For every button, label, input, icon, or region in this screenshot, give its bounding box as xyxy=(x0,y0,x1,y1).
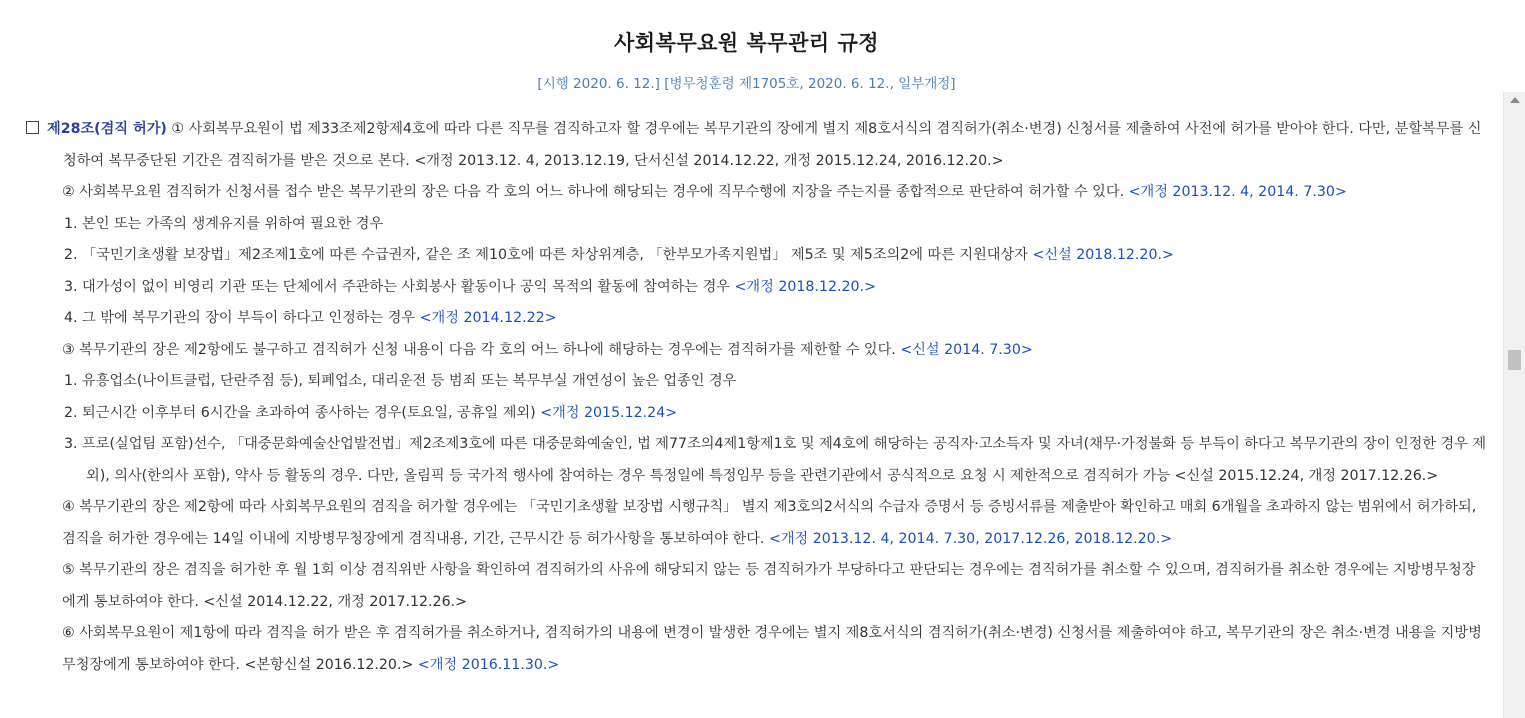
paragraph-3-amendment[interactable]: <신설 2014. 7.30> xyxy=(900,341,1033,358)
paragraph-3-item-1 xyxy=(26,366,1488,398)
item-text: 1. 본인 또는 가족의 생계유지를 위하여 필요한 경우 xyxy=(64,215,384,232)
paragraph-6-text: ⑥ 사회복무요원이 제1항에 따라 겸직을 허가 받은 후 겸직허가를 취소하거나, 겸직허가의 내용에 변경이 발생한 경우에는 별지 제8호서식의 겸직허가(취소·변경) 신청서를 제출하여야 하고, 복무기관의 장은 취소·변경 내용을 지방병무청장에게 통보하여야 한다. <본항신설 2016.12.20.> xyxy=(62,625,1482,673)
item-text: 3. 프로(실업팀 포함)선수, 「대중문화예술산업발전법」제2조제3호에 따른 대중문화예술인, 법 제77조의4제1항제1호 및 제4호에 해당하는 공직자·고소득자 및 자녀(채무·가정불화 등 부득이 하다고 복무기관의 장이 인정한 경우 제외), 의사(한의사 포함), 약사 등 활동의 경우. 다만, 올림픽 등 국가적 행사에 참여하는 경우 특정일에 특정임무 등을 관련기관에서 공식적으로 요청 시 제한적으로 겸직허가 가능 <신설 2015.12.24, 개정 2017.12.26.> xyxy=(64,436,1487,484)
paragraph-2-item-4 xyxy=(26,303,1488,335)
paragraph-2-item-2 xyxy=(26,240,1488,272)
item-amendment[interactable]: <개정 2014.12.22> xyxy=(419,310,557,326)
paragraph-2-item-3 xyxy=(26,272,1488,304)
paragraph-2-item-1 xyxy=(26,209,1488,241)
paragraph-2-text: ② 사회복무요원 겸직허가 신청서를 접수 받은 복무기관의 장은 다음 각 호의 어느 하나에 해당되는 경우에 직무수행에 지장을 주는지를 종합적으로 판단하여 허가할 수 있다. xyxy=(62,184,1129,200)
paragraph-3-item-2 xyxy=(26,398,1488,430)
item-text: 3. 대가성이 없이 비영리 기관 또는 단체에서 주관하는 사회봉사 활동이나 공익 목적의 활동에 참여하는 경우 xyxy=(64,278,735,295)
paragraph-1-text: ① 사회복무요원이 법 제33조제2항제4호에 따라 다른 직무를 겸직하고자 할 경우에는 복무기관의 장에게 별지 제8호서식의 겸직허가(취소·변경) 신청서를 제출하여 사전에 허가를 받아야 한다. 다만, 분할복무를 신청하여 복무중단된 기간은 겸직허가를 받은 것으로 본다. xyxy=(63,121,1482,169)
paragraph-2-amendment[interactable]: <개정 2013.12. 4, 2014. 7.30> xyxy=(1128,184,1347,200)
paragraph-3-text: ③ 복무기관의 장은 제2항에도 불구하고 겸직허가 신청 내용이 다음 각 호의 어느 하나에 해당하는 경우에는 겸직허가를 제한할 수 있다. xyxy=(62,341,901,358)
paragraph-5-text: ⑤ 복무기관의 장은 겸직을 허가한 후 월 1회 이상 겸직위반 사항을 확인하여 겸직허가의 사유에 해당되지 않는 등 겸직허가가 부당하다고 판단되는 경우에는 겸직허가를 취소할 수 있으며, 겸직허가를 취소한 경우에는 지방병무청장에게 통보하여야 한다. <신설 2014.12.22, 개정 2017.12.26.> xyxy=(62,562,1476,610)
paragraph-4 xyxy=(26,492,1488,555)
paragraph-6-amendment[interactable]: <개정 2016.11.30.> xyxy=(417,656,560,673)
paragraph-4-amendment[interactable]: <개정 2013.12. 4, 2014. 7.30, 2017.12.26, 2018.12.20.> xyxy=(768,530,1173,547)
vertical-scrollbar[interactable] xyxy=(1503,92,1525,718)
item-text: 2. 「국민기초생활 보장법」제2조제1호에 따른 수급권자, 같은 조 제10호에 따른 차상위계층, 「한부모가족지원법」 제5조 및 제5조의2에 따른 지원대상자 xyxy=(64,247,1033,263)
article-heading[interactable]: 제28조(겸직 허가) xyxy=(47,121,167,137)
paragraph-6 xyxy=(26,618,1488,681)
item-text: 2. 퇴근시간 이후부터 6시간을 초과하여 종사하는 경우(토요일, 공휴일 제외) xyxy=(64,404,541,421)
item-amendment[interactable]: <개정 2018.12.20.> xyxy=(734,278,876,295)
paragraph-3-item-3 xyxy=(26,429,1488,492)
article-body xyxy=(26,114,1488,681)
paragraph-5 xyxy=(26,555,1488,618)
enforcement-info: [시행 2020. 6. 12.] [병무청훈령 제1705호, 2020. 6. 12., 일부개정] xyxy=(537,76,956,92)
item-text: 4. 그 밖에 복무기관의 장이 부득이 하다고 인정하는 경우 xyxy=(64,310,420,326)
paragraph-1 xyxy=(26,114,1488,177)
item-amendment[interactable]: <개정 2015.12.24> xyxy=(540,404,678,421)
paragraph-1-amendment: <개정 2013.12. 4, 2013.12.19, 단서신설 2014.12.22, 개정 2015.12.24, 2016.12.20.> xyxy=(414,152,1004,169)
item-text: 1. 유흥업소(나이트클럽, 단란주점 등), 퇴폐업소, 대리운전 등 범죄 또는 복무부실 개연성이 높은 업종인 경우 xyxy=(64,373,737,389)
paragraph-3 xyxy=(26,335,1488,367)
paragraph-4-text: ④ 복무기관의 장은 제2항에 따라 사회복무요원의 겸직을 허가할 경우에는 「국민기초생활 보장법 시행규칙」 별지 제3호의2서식의 수급자 증명서 등 증빙서류를 제출받아 확인하고 매회 6개월을 초과하지 않는 범위에서 허가하되, 겸직을 허가한 경우에는 14일 이내에 지방병무청장에게 겸직내용, 기간, 근무시간 등 허가사항을 통보하여야 한다. xyxy=(62,499,1477,547)
item-amendment[interactable]: <신설 2018.12.20.> xyxy=(1032,247,1174,263)
page-title: 사회복무요원 복무관리 규정 xyxy=(613,31,880,55)
scroll-up-arrow-icon[interactable] xyxy=(1510,97,1520,103)
paragraph-2 xyxy=(26,177,1488,209)
article-checkbox[interactable] xyxy=(26,121,39,134)
scroll-thumb[interactable] xyxy=(1508,350,1521,370)
